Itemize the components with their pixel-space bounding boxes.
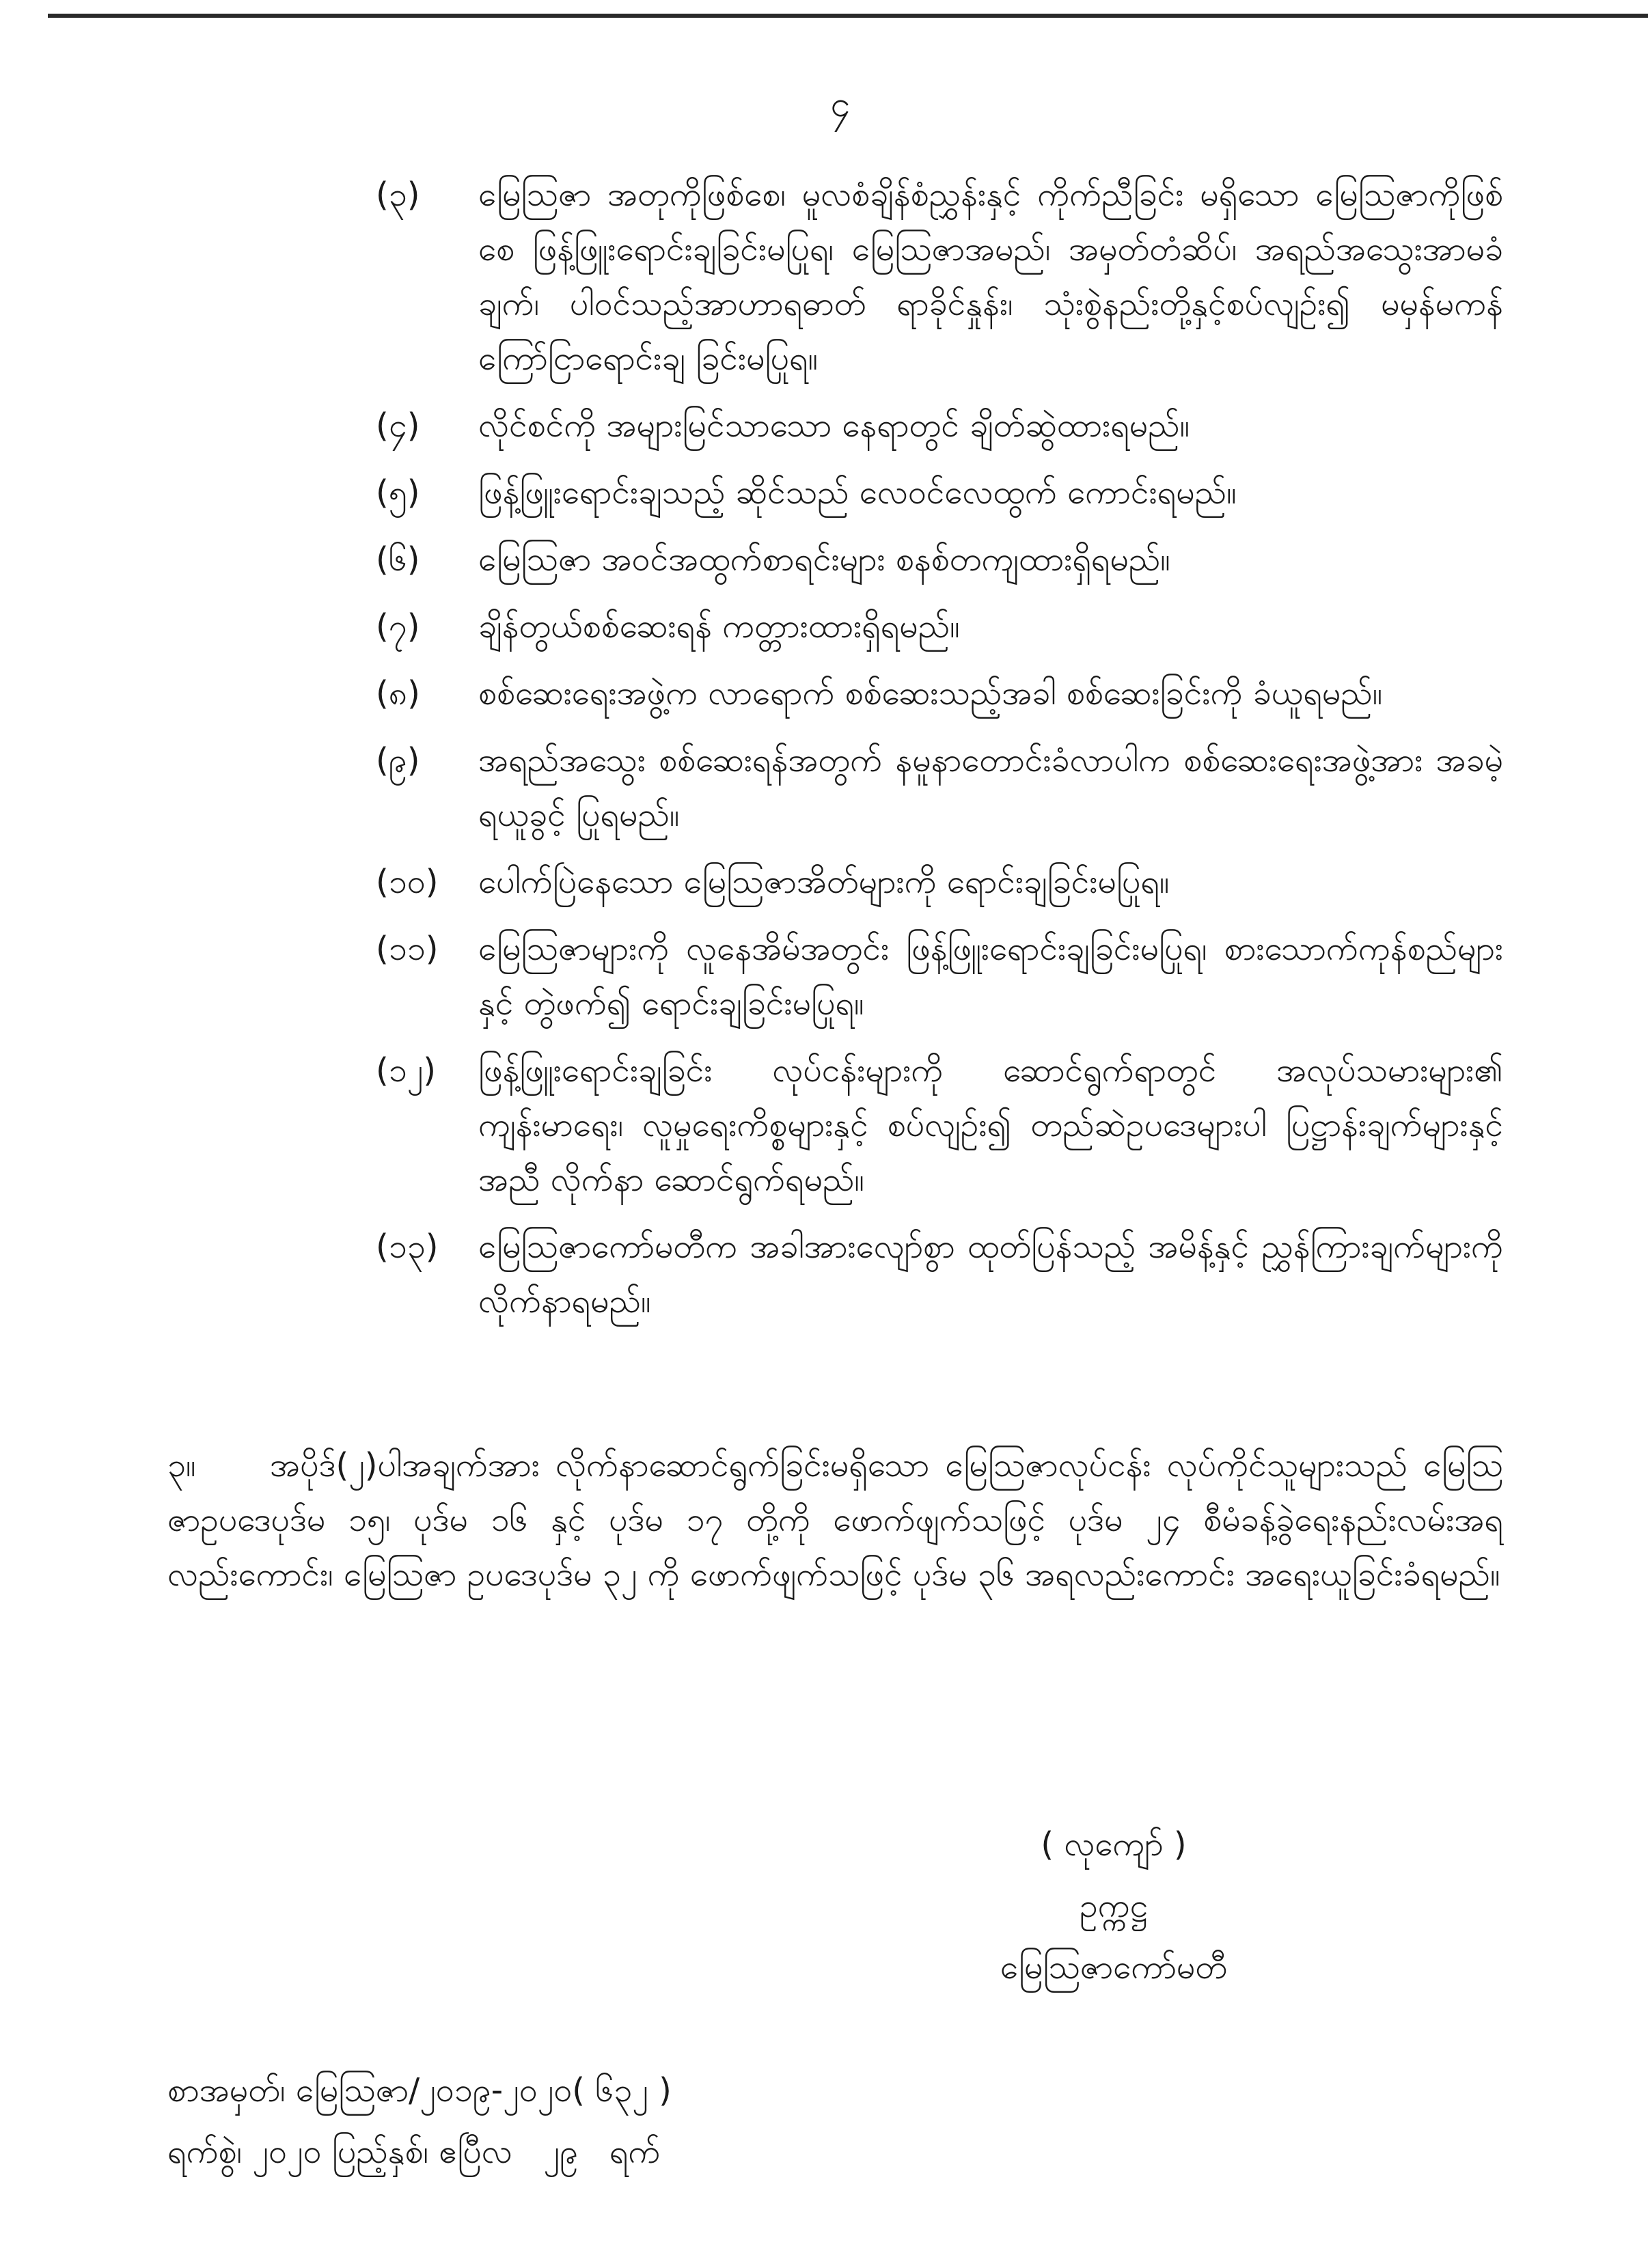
item-number: (၇) <box>376 607 420 646</box>
item-text: စစ်ဆေးရေးအဖွဲ့က လာရောက် စစ်ဆေးသည့်အခါ စစ်ဆေးခြင်းကို ခံယူရမည်။ <box>478 674 1383 713</box>
list-item <box>376 465 1503 520</box>
item-text: အရည်အသွေး စစ်ဆေးရန်အတွက် နမူနာတောင်းခံလာပါက စစ်ဆေးရေးအဖွဲ့အား အခမဲ့ရယူခွင့် ပြုရမည်။ <box>478 741 1503 834</box>
reference-line <box>167 2063 1124 2118</box>
item-number: (၆) <box>376 540 420 579</box>
item-text: မြေသြဇာကော်မတီက အခါအားလျော်စွာ ထုတ်ပြန်သည့် အမိန့်နှင့် ညွှန်ကြားချက်များကို လိုက်နာရမည်။ <box>478 1228 1503 1320</box>
list-item <box>376 532 1503 587</box>
list-item <box>376 167 1503 386</box>
document-footer <box>167 2063 1124 2186</box>
item-number: (၃) <box>376 176 420 214</box>
top-rule <box>48 14 1648 18</box>
list-item <box>376 922 1503 1031</box>
date-line <box>167 2125 1124 2179</box>
item-number: (၅) <box>376 473 420 512</box>
reference-label: စာအမှတ်၊ <box>167 2071 286 2110</box>
list-item <box>376 1043 1503 1207</box>
date-value: ၂၀၂၀ ပြည့်နှစ်၊ ဧပြီလ ၂၉ ရက် <box>252 2133 661 2171</box>
item-text: ချိန်တွယ်စစ်ဆေးရန် ကတ္တားထားရှိရမည်။ <box>478 607 960 646</box>
item-number: (၁၂) <box>376 1051 437 1090</box>
condition-list <box>376 167 1503 1341</box>
paragraph-number: ၃။ <box>167 1446 196 1484</box>
list-item <box>376 1219 1503 1329</box>
item-number: (၁၁) <box>376 930 439 968</box>
list-item <box>376 398 1503 453</box>
date-label: ရက်စွဲ၊ <box>167 2133 243 2171</box>
item-number: (၁၀) <box>376 863 439 901</box>
list-item <box>376 666 1503 721</box>
signatory-name: ( လုကျော် ) <box>1041 1825 1187 1864</box>
signatory-org: မြေသြဇာကော်မတီ <box>1000 1948 1228 1987</box>
item-text: လိုင်စင်ကို အများမြင်သာသော နေရာတွင် ချိတ်ဆွဲထားရမည်။ <box>478 406 1190 445</box>
list-item <box>376 733 1503 842</box>
reference-number: မြေသြဇာ/၂၀၁၉-၂၀၂၀( ၆၃၂ ) <box>295 2071 672 2110</box>
item-text: ဖြန့်ဖြူးရောင်းချသည့် ဆိုင်သည် လေဝင်လေထွက် ကောင်းရမည်။ <box>478 473 1237 512</box>
item-text: ပေါက်ပြဲနေသော မြေသြဇာအိတ်များကို ရောင်းချခြင်းမပြုရ။ <box>478 863 1170 901</box>
item-text: ဖြန့်ဖြူးရောင်းချခြင်း လုပ်ငန်းများကို ဆောင်ရွက်ရာတွင် အလုပ်သမားများ၏ ကျန်းမာရေး၊ လူမှုရေးကိစ္စများနှင့် စပ်လျဉ်း၍ တည်ဆဲဥပဒေများပါ ပြဋ္ဌာန်းချက်များနှင့်အညီ လိုက်နာ ဆောင်ရွက်ရမည်။ <box>478 1051 1503 1199</box>
item-number: (၉) <box>376 741 420 779</box>
signatory-title: ဥက္ကဋ္ဌ <box>1080 1887 1148 1925</box>
item-text: မြေသြဇာ အတုကိုဖြစ်စေ၊ မူလစံချိန်စံညွှန်းနှင့် ကိုက်ညီခြင်း မရှိသော မြေသြဇာကိုဖြစ်စေ ဖြန့်ဖြူးရောင်းချခြင်းမပြုရ၊ မြေသြဇာအမည်၊ အမှတ်တံဆိပ်၊ အရည်အသွေးအာမခံချက်၊ ပါဝင်သည့်အာဟာရဓာတ် ရာခိုင်နှုန်း၊ သုံးစွဲနည်းတို့နှင့်စပ်လျဉ်း၍ မမှန်မကန် ကြော်ငြာရောင်းချ ခြင်းမပြုရ။ <box>478 176 1503 378</box>
list-item <box>376 599 1503 654</box>
item-number: (၁၃) <box>376 1228 439 1266</box>
penalty-paragraph <box>167 1438 1503 1602</box>
page-number: ၄ <box>830 84 851 125</box>
item-text: မြေသြဇာများကို လူနေအိမ်အတွင်း ဖြန့်ဖြူးရောင်းချခြင်းမပြုရ၊ စားသောက်ကုန်စည်များနှင့် တွဲဖက်၍ ရောင်းချခြင်းမပြုရ။ <box>478 930 1503 1023</box>
item-number: (၈) <box>376 674 420 713</box>
item-text: မြေသြဇာ အဝင်အထွက်စာရင်းများ စနစ်တကျထားရှိရမည်။ <box>478 540 1170 579</box>
item-number: (၄) <box>376 406 420 445</box>
signature-block <box>943 1817 1285 2002</box>
list-item <box>376 855 1503 909</box>
paragraph-text: အပိုဒ်(၂)ပါအချက်အား လိုက်နာဆောင်ရွက်ခြင်းမရှိသော မြေသြဇာလုပ်ငန်း လုပ်ကိုင်သူများသည် မြေသြဇာဥပဒေပုဒ်မ ၁၅၊ ပုဒ်မ ၁၆ နှင့် ပုဒ်မ ၁၇ တို့ကို ဖောက်ဖျက်သဖြင့် ပုဒ်မ ၂၄ စီမံခန့်ခွဲရေးနည်းလမ်းအရလည်းကောင်း၊ မြေသြဇာ ဥပဒေပုဒ်မ ၃၂ ကို ဖောက်ဖျက်သဖြင့် ပုဒ်မ ၃၆ အရလည်းကောင်း အရေးယူခြင်းခံရမည်။ <box>167 1446 1503 1594</box>
